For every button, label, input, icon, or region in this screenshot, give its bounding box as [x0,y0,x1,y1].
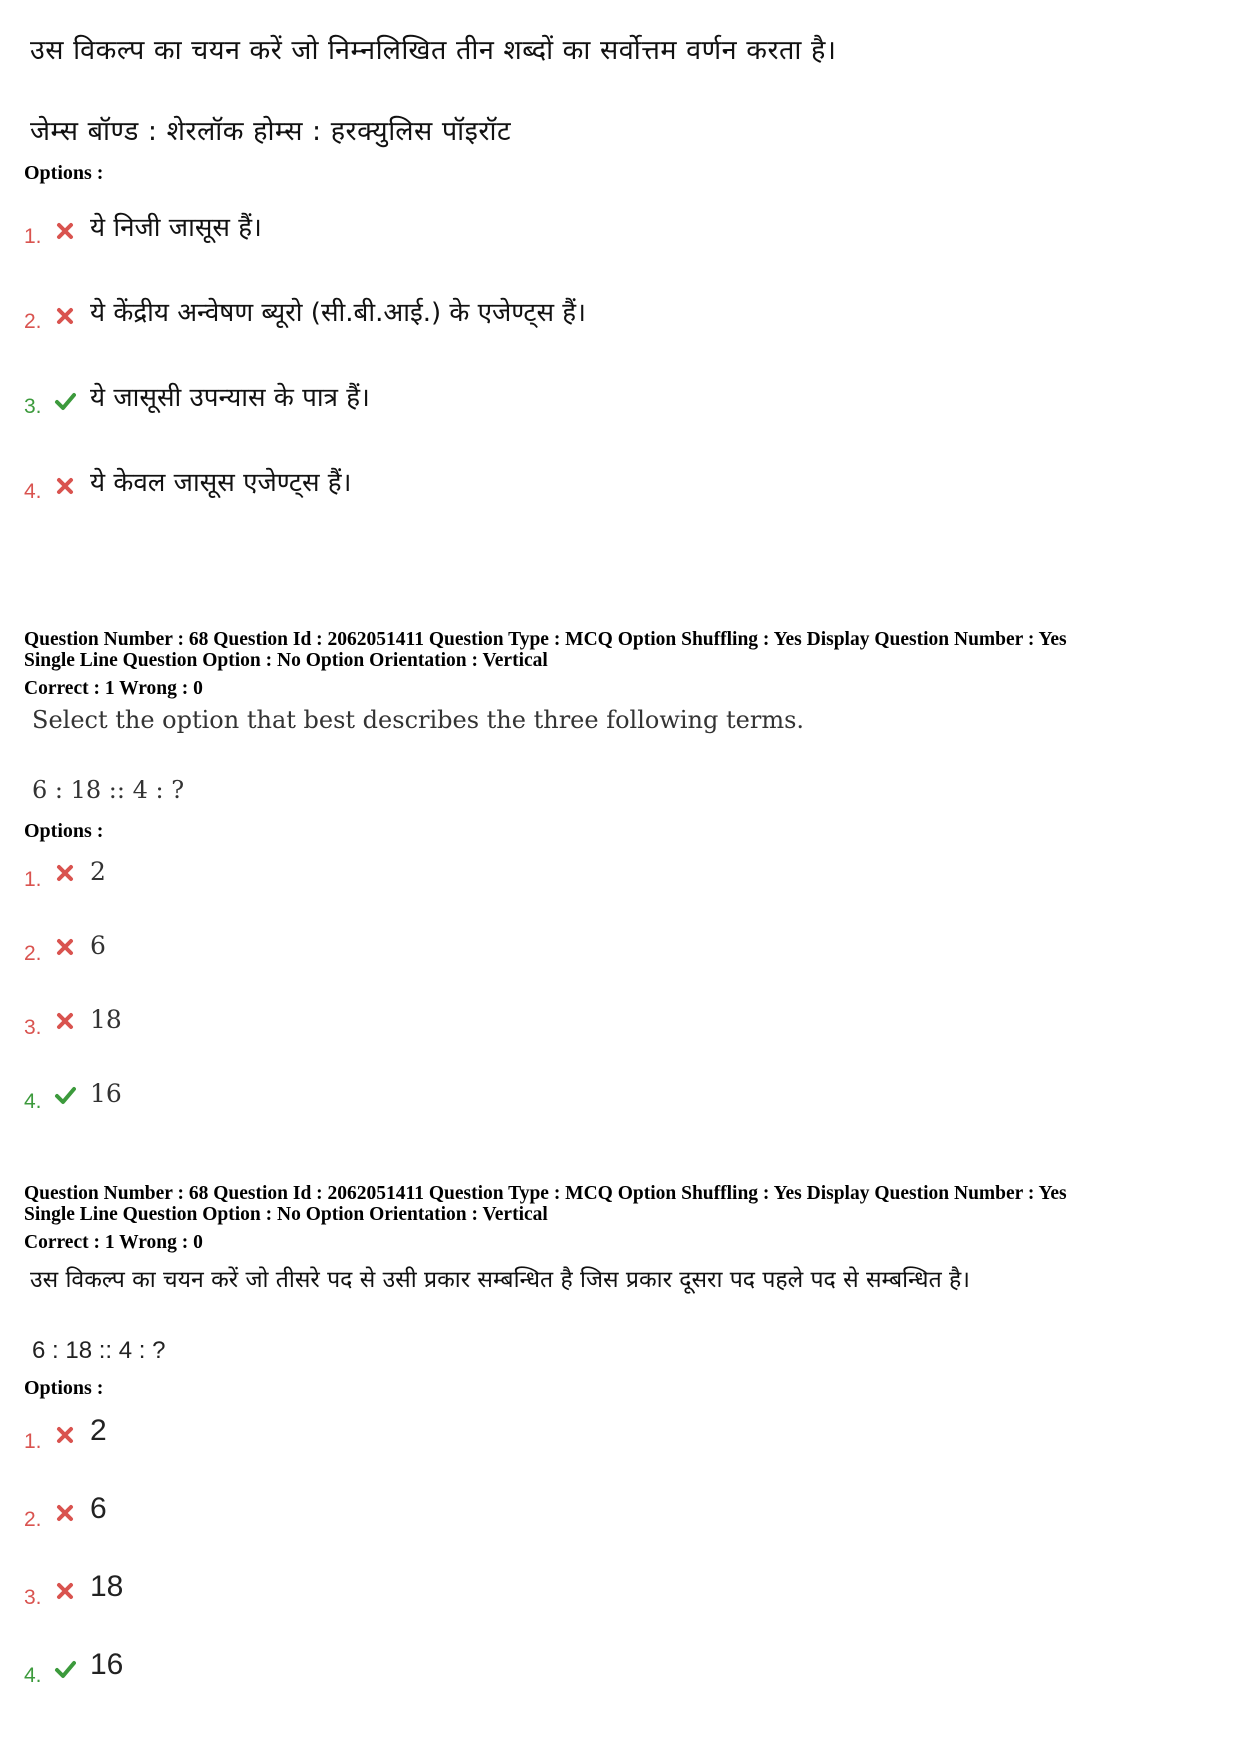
option-row [24,288,586,334]
option-number: 1. [24,225,42,248]
option-text: 18 [90,1004,122,1034]
option-text: 16 [90,1648,124,1681]
option-row [24,1642,123,1688]
option-number: 3. [24,395,42,418]
cross-icon [54,1424,76,1446]
option-text: 6 [90,930,106,960]
option-number: 1. [24,868,42,891]
cross-icon [54,305,76,327]
cross-icon [54,862,76,884]
cross-icon [54,1580,76,1602]
option-row [24,458,351,504]
option-number: 2. [24,942,42,965]
ratio-text: 6 : 18 :: 4 : ? [32,1337,166,1364]
options-label: Options : [24,820,104,842]
option-row [24,924,106,966]
option-number: 4. [24,1664,42,1687]
score-line: Correct : 1 Wrong : 0 [24,678,203,699]
score-line: Correct : 1 Wrong : 0 [24,1232,203,1253]
cross-icon [54,475,76,497]
option-number: 3. [24,1586,42,1609]
check-icon [54,390,76,412]
cross-icon [54,220,76,242]
option-text: 18 [90,1570,124,1603]
terms-text: जेम्स बॉण्ड : शेरलॉक होम्स : हरक्युलिस पॉइरॉट [30,116,512,147]
option-number: 4. [24,480,42,503]
question-meta-line: Question Number : 68 Question Id : 2062051411 Question Type : MCQ Option Shuffling : Yes Display Question Number : Yes [24,1183,1067,1204]
cross-icon [54,1010,76,1032]
option-number: 4. [24,1090,42,1113]
option-row [24,373,370,419]
option-text: 2 [90,856,106,886]
question-meta-line: Single Line Question Option : No Option Orientation : Vertical [24,650,548,671]
question-text-hindi-1: उस विकल्प का चयन करें जो निम्नलिखित तीन शब्दों का सर्वोत्तम वर्णन करता है। [30,35,837,66]
option-row [24,998,122,1040]
option-row [24,850,106,892]
cross-icon [54,936,76,958]
option-number: 2. [24,310,42,333]
option-row [24,203,262,249]
options-label: Options : [24,1377,104,1399]
question-meta-line: Single Line Question Option : No Option Orientation : Vertical [24,1204,548,1225]
option-row [24,1564,123,1610]
ratio-text: 6 : 18 :: 4 : ? [32,776,185,804]
option-number: 1. [24,1430,42,1453]
options-label: Options : [24,162,104,184]
option-row [24,1486,107,1532]
cross-icon [54,1502,76,1524]
option-text: 6 [90,1492,107,1525]
option-text: 2 [90,1414,107,1447]
option-text: ये निजी जासूस हैं। [90,213,262,243]
option-number: 3. [24,1016,42,1039]
option-row [24,1408,107,1454]
option-number: 2. [24,1508,42,1531]
question-text-english: Select the option that best describes the three following terms. [32,706,805,734]
option-text: ये केंद्रीय अन्वेषण ब्यूरो (सी.बी.आई.) के एजेण्ट्स हैं। [90,298,586,328]
question-meta-line: Question Number : 68 Question Id : 2062051411 Question Type : MCQ Option Shuffling : Yes Display Question Number : Yes [24,629,1067,650]
question-text-hindi-2: उस विकल्प का चयन करें जो तीसरे पद से उसी प्रकार सम्बन्धित है जिस प्रकार दूसरा पद पहले पद से सम्बन्धित है। [30,1267,970,1293]
option-text: ये केवल जासूस एजेण्ट्स हैं। [90,468,352,498]
option-text: ये जासूसी उपन्यास के पात्र हैं। [90,383,370,413]
option-row [24,1072,122,1114]
check-icon [54,1084,76,1106]
check-icon [54,1658,76,1680]
option-text: 16 [90,1078,122,1108]
